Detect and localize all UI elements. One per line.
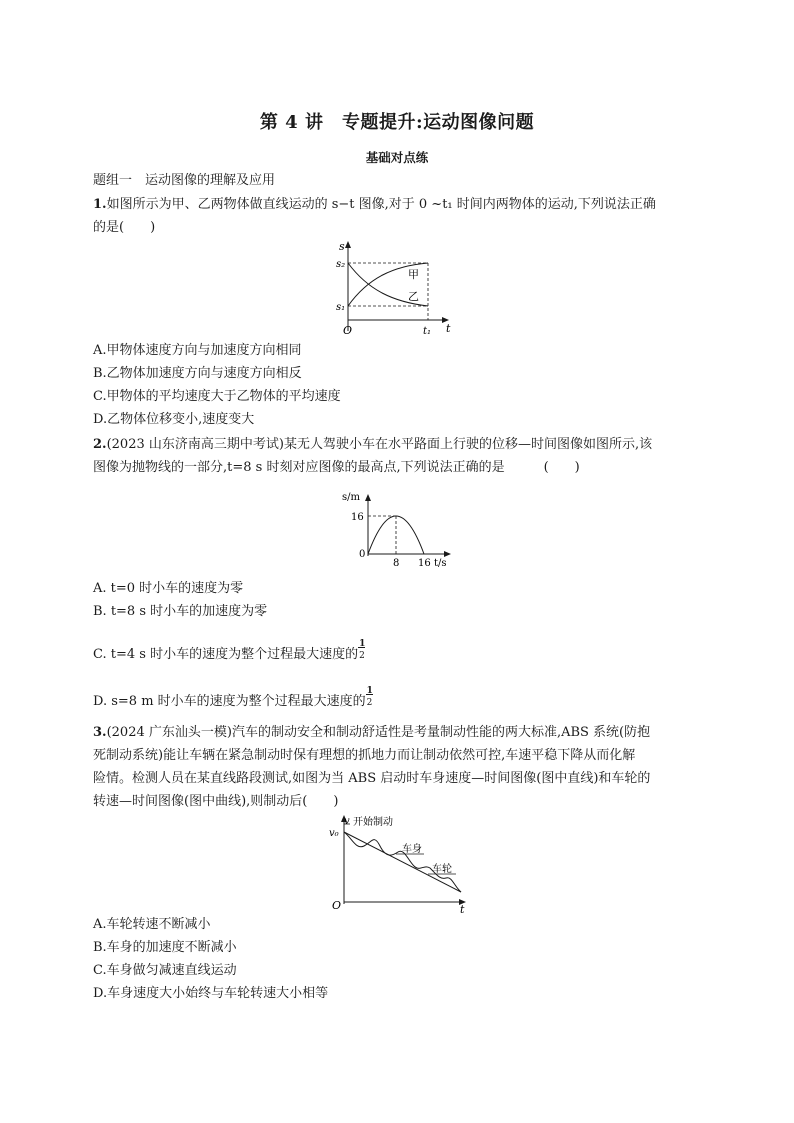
q3-stem-line2: 死制动系统)能让车辆在紧急制动时保有理想的抓地力而让制动依然可控,车速平稳下降从而化解 [93, 748, 636, 763]
q2-label-x16: 16 [418, 558, 431, 569]
q3-axis-v: v [344, 816, 350, 827]
q1-label-s2: s₂ [336, 259, 346, 270]
q2-axis-s: s/m [342, 492, 360, 503]
section-heading: 基础对点练 [365, 150, 429, 165]
q1-axis-t: t [446, 322, 451, 335]
q1-number: 1. [93, 197, 107, 212]
q1-option-d: D.乙物体位移变小,速度变大 [93, 412, 255, 427]
q3-label-start: 开始制动 [353, 817, 393, 828]
frac-denominator: 2 [359, 651, 365, 661]
q3-body-line [344, 832, 461, 892]
q2-option-c-fraction [358, 639, 366, 662]
group-heading: 题组一 运动图像的理解及应用 [93, 173, 276, 188]
q3-label-v0: v₀ [329, 828, 339, 839]
frac-denominator: 2 [366, 698, 373, 708]
q2-origin: 0 [359, 549, 366, 560]
q2-option-c [93, 639, 366, 664]
q3-option-a: A.车轮转速不断减小 [93, 917, 211, 932]
q2-option-d-text: D. s=8 m 时小车的速度为整个过程最大速度的 [93, 694, 366, 709]
q1-label-t1: t₁ [423, 326, 432, 337]
q1-st-graph [328, 238, 458, 338]
q3-option-b: B.车身的加速度不断减小 [93, 940, 237, 955]
q3-stem-line4: 转速—时间图像(图中曲线),则制动后( ) [93, 794, 339, 809]
q3-stem-line1 [93, 724, 650, 742]
q3-stem-line3: 险情。检测人员在某直线路段测试,如图为当 ABS 启动时车身速度—时间图像(图中直线)和车轮的 [93, 771, 651, 786]
q3-label-body: 车身 [402, 844, 422, 855]
q1-option-c: C.甲物体的平均速度大于乙物体的平均速度 [93, 389, 341, 404]
q1-origin: O [343, 324, 353, 337]
q3-option-d: D.车身速度大小始终与车轮转速大小相等 [93, 986, 329, 1001]
q1-axis-s: s [339, 240, 345, 253]
q3-label-wheel: 车轮 [432, 864, 452, 875]
q1-option-a: A.甲物体速度方向与加速度方向相同 [93, 343, 302, 358]
q2-stem-line1 [93, 436, 652, 454]
q2-option-b: B. t=8 s 时小车的加速度为零 [93, 604, 268, 619]
q2-option-d [93, 686, 374, 711]
q2-st-graph [338, 488, 458, 570]
q2-stem-line2: 图像为抛物线的一部分,t=8 s 时刻对应图像的最高点,下列说法正确的是 ( ) [93, 460, 580, 475]
q1-label-s1: s₁ [336, 302, 346, 313]
page-title: 第 4 讲 专题提升:运动图像问题 [259, 112, 535, 133]
frac-numerator: 1 [366, 686, 373, 696]
q2-option-c-text: C. t=4 s 时小车的速度为整个过程最大速度的 [93, 647, 359, 662]
q3-axis-t: t [460, 903, 465, 914]
q2-number: 2. [93, 437, 107, 452]
frac-numerator: 1 [359, 639, 366, 649]
q2-option-d-fraction [366, 686, 374, 709]
q2-axis-t: t/s [434, 558, 447, 569]
q3-origin: O [332, 899, 342, 912]
q1-option-b: B.乙物体加速度方向与速度方向相反 [93, 366, 302, 381]
q1-stem-line2: 的是( ) [93, 220, 156, 235]
q3-number: 3. [93, 725, 107, 740]
q3-vt-graph [328, 812, 473, 914]
q1-label-yi: 乙 [408, 290, 419, 303]
q2-label-16: 16 [351, 512, 364, 523]
q2-stem-text1: (2023 山东济南高三期中考试)某无人驾驶小车在水平路面上行驶的位移—时间图像如图所示,该 [106, 437, 653, 452]
q2-label-x8: 8 [393, 558, 400, 569]
q1-stem-line1 [93, 196, 656, 214]
q2-option-a: A. t=0 时小车的速度为零 [93, 581, 244, 596]
q1-label-jia: 甲 [408, 268, 419, 281]
q3-stem-text1: (2024 广东汕头一模)汽车的制动安全和制动舒适性是考量制动性能的两大标准,ABS 系统(防抱 [106, 725, 651, 740]
q3-option-c: C.车身做匀减速直线运动 [93, 963, 237, 978]
q1-stem-text1: 如图所示为甲、乙两物体做直线运动的 s−t 图像,对于 0 ~t₁ 时间内两物体的运动,下列说法正确 [106, 197, 656, 212]
